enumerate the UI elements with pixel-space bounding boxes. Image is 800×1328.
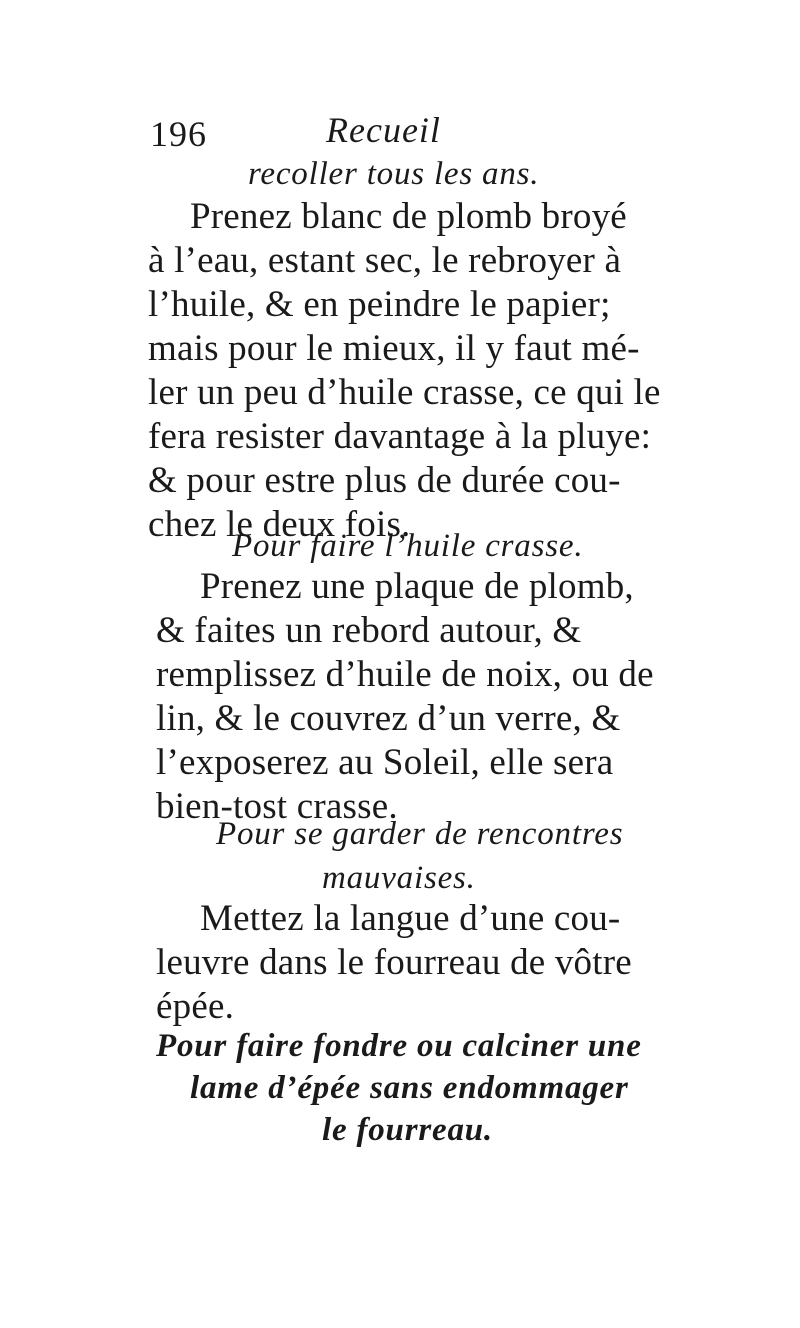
body-line: & faites un rebord autour, & xyxy=(156,610,582,651)
section-heading: le fourreau. xyxy=(322,1112,493,1148)
section-heading: lame d’épée sans endommager xyxy=(190,1070,629,1106)
body-line: Prenez blanc de plomb broyé xyxy=(190,196,627,237)
section-heading: mauvaises. xyxy=(322,860,476,896)
body-line: bien-tost crasse. xyxy=(156,786,398,827)
body-line: épée. xyxy=(156,986,235,1027)
section-heading: Pour faire fondre ou calciner une xyxy=(156,1028,642,1064)
running-title: Recueil xyxy=(326,110,441,150)
section-title-continued: recoller tous les ans. xyxy=(248,156,540,192)
body-line: mais pour le mieux, il y faut mé- xyxy=(148,328,640,369)
body-line: & pour estre plus de durée cou- xyxy=(148,460,621,501)
body-line: lin, & le couvrez d’un verre, & xyxy=(156,698,621,739)
body-line: fera resister davantage à la pluye: xyxy=(148,416,652,457)
body-line: remplissez d’huile de noix, ou de xyxy=(156,654,654,695)
body-line: leuvre dans le fourreau de vôtre xyxy=(156,942,632,983)
body-line: Mettez la langue d’une cou- xyxy=(200,898,621,939)
body-line: l’huile, & en peindre le papier; xyxy=(148,284,611,325)
body-line: l’exposerez au Soleil, elle sera xyxy=(156,742,614,783)
body-line: à l’eau, estant sec, le rebroyer à xyxy=(148,240,622,281)
body-line: chez le deux fois. xyxy=(148,504,411,545)
section-heading: Pour se garder de rencontres xyxy=(216,816,624,852)
page-number: 196 xyxy=(150,114,207,154)
section-heading: Pour faire l’huile crasse. xyxy=(232,528,584,564)
body-line: ler un peu d’huile crasse, ce qui le xyxy=(148,372,661,413)
body-line: Prenez une plaque de plomb, xyxy=(200,566,634,607)
